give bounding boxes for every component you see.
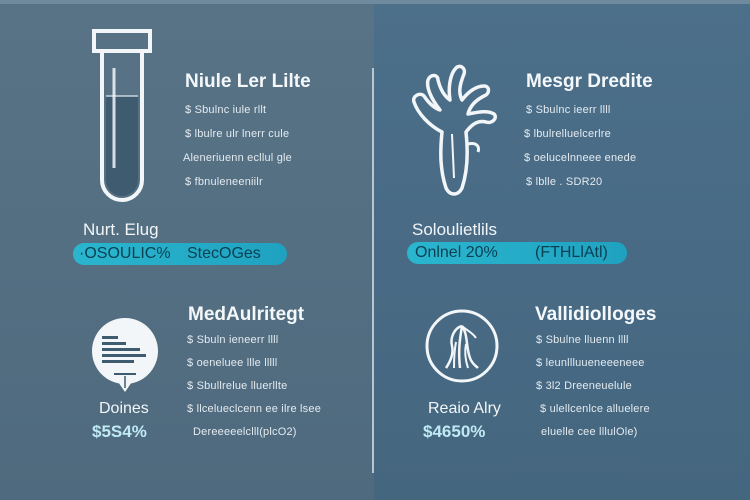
right-top-line-1: $ Sbulnc ieerr llll [526, 104, 611, 116]
speech-bubble-chart-icon [88, 316, 162, 394]
right-top-line-3: $ oelucelnneee enede [524, 152, 637, 164]
coral-circle-icon [424, 308, 500, 384]
right-top-line-2: $ lbulrelluelcerlre [524, 128, 611, 140]
left-bottom-line-1: $ Sbuln ieneerr llll [187, 334, 279, 346]
left-top-pill-right: StecOGes [187, 245, 261, 262]
left-bottom-line-5: Dereeeeelclll(plcO2) [193, 426, 297, 438]
right-bottom-line-2: $ leunllluueneeeneee [536, 357, 645, 369]
right-top-pill-right: (FTHLlAtl) [535, 244, 608, 261]
left-bottom-line-2: $ oeneluee llle lllll [187, 357, 278, 369]
left-top-line-1: $ Sbulnc iule rllt [185, 104, 267, 116]
right-bottom-label: Reaio Alry [428, 400, 501, 417]
right-top-heading: Mesgr Dredite [526, 71, 653, 92]
left-top-line-3: Aleneriuenn ecllul gle [183, 152, 292, 164]
center-divider [372, 68, 374, 473]
right-bottom-line-4: $ ulellcenlce alluelere [540, 403, 650, 415]
top-band [0, 0, 750, 4]
right-top-line-4: $ lblle . SDR20 [526, 176, 603, 188]
left-top-pill-left: ·OSOULIC% [79, 245, 171, 262]
left-top-heading: Niule Ler Lilte [185, 71, 311, 92]
left-bottom-line-3: $ Sbullrelue lluerllte [187, 380, 288, 392]
right-top-pill-left: Onlnel 20% [415, 244, 498, 261]
left-top-label: Nurt. Elug [83, 220, 159, 239]
left-bottom-line-4: $ llcelueclcenn ee ilre lsee [187, 403, 322, 415]
right-bottom-line-5: eluelle cee lllulOle) [541, 426, 638, 438]
right-bottom-value: $4650% [423, 422, 486, 441]
left-top-line-4: $ fbnuleneeniilr [185, 176, 263, 188]
right-bottom-heading: Vallidiolloges [535, 304, 657, 325]
right-bottom-line-1: $ Sbulne lluenn llll [536, 334, 629, 346]
left-bottom-value: $5S4% [92, 422, 147, 441]
right-top-label: Soloulietlils [412, 220, 498, 239]
tree-icon [410, 60, 500, 198]
left-top-line-2: $ lbulre ulr lnerr cule [185, 128, 290, 140]
left-top-pill [73, 243, 287, 265]
right-bottom-line-3: $ 3l2 Dreeneuelule [536, 380, 632, 392]
left-bottom-heading: MedAulritegt [188, 304, 305, 325]
test-tube-icon [90, 28, 154, 214]
left-bottom-label: Doines [99, 400, 149, 417]
right-top-pill [407, 242, 627, 264]
